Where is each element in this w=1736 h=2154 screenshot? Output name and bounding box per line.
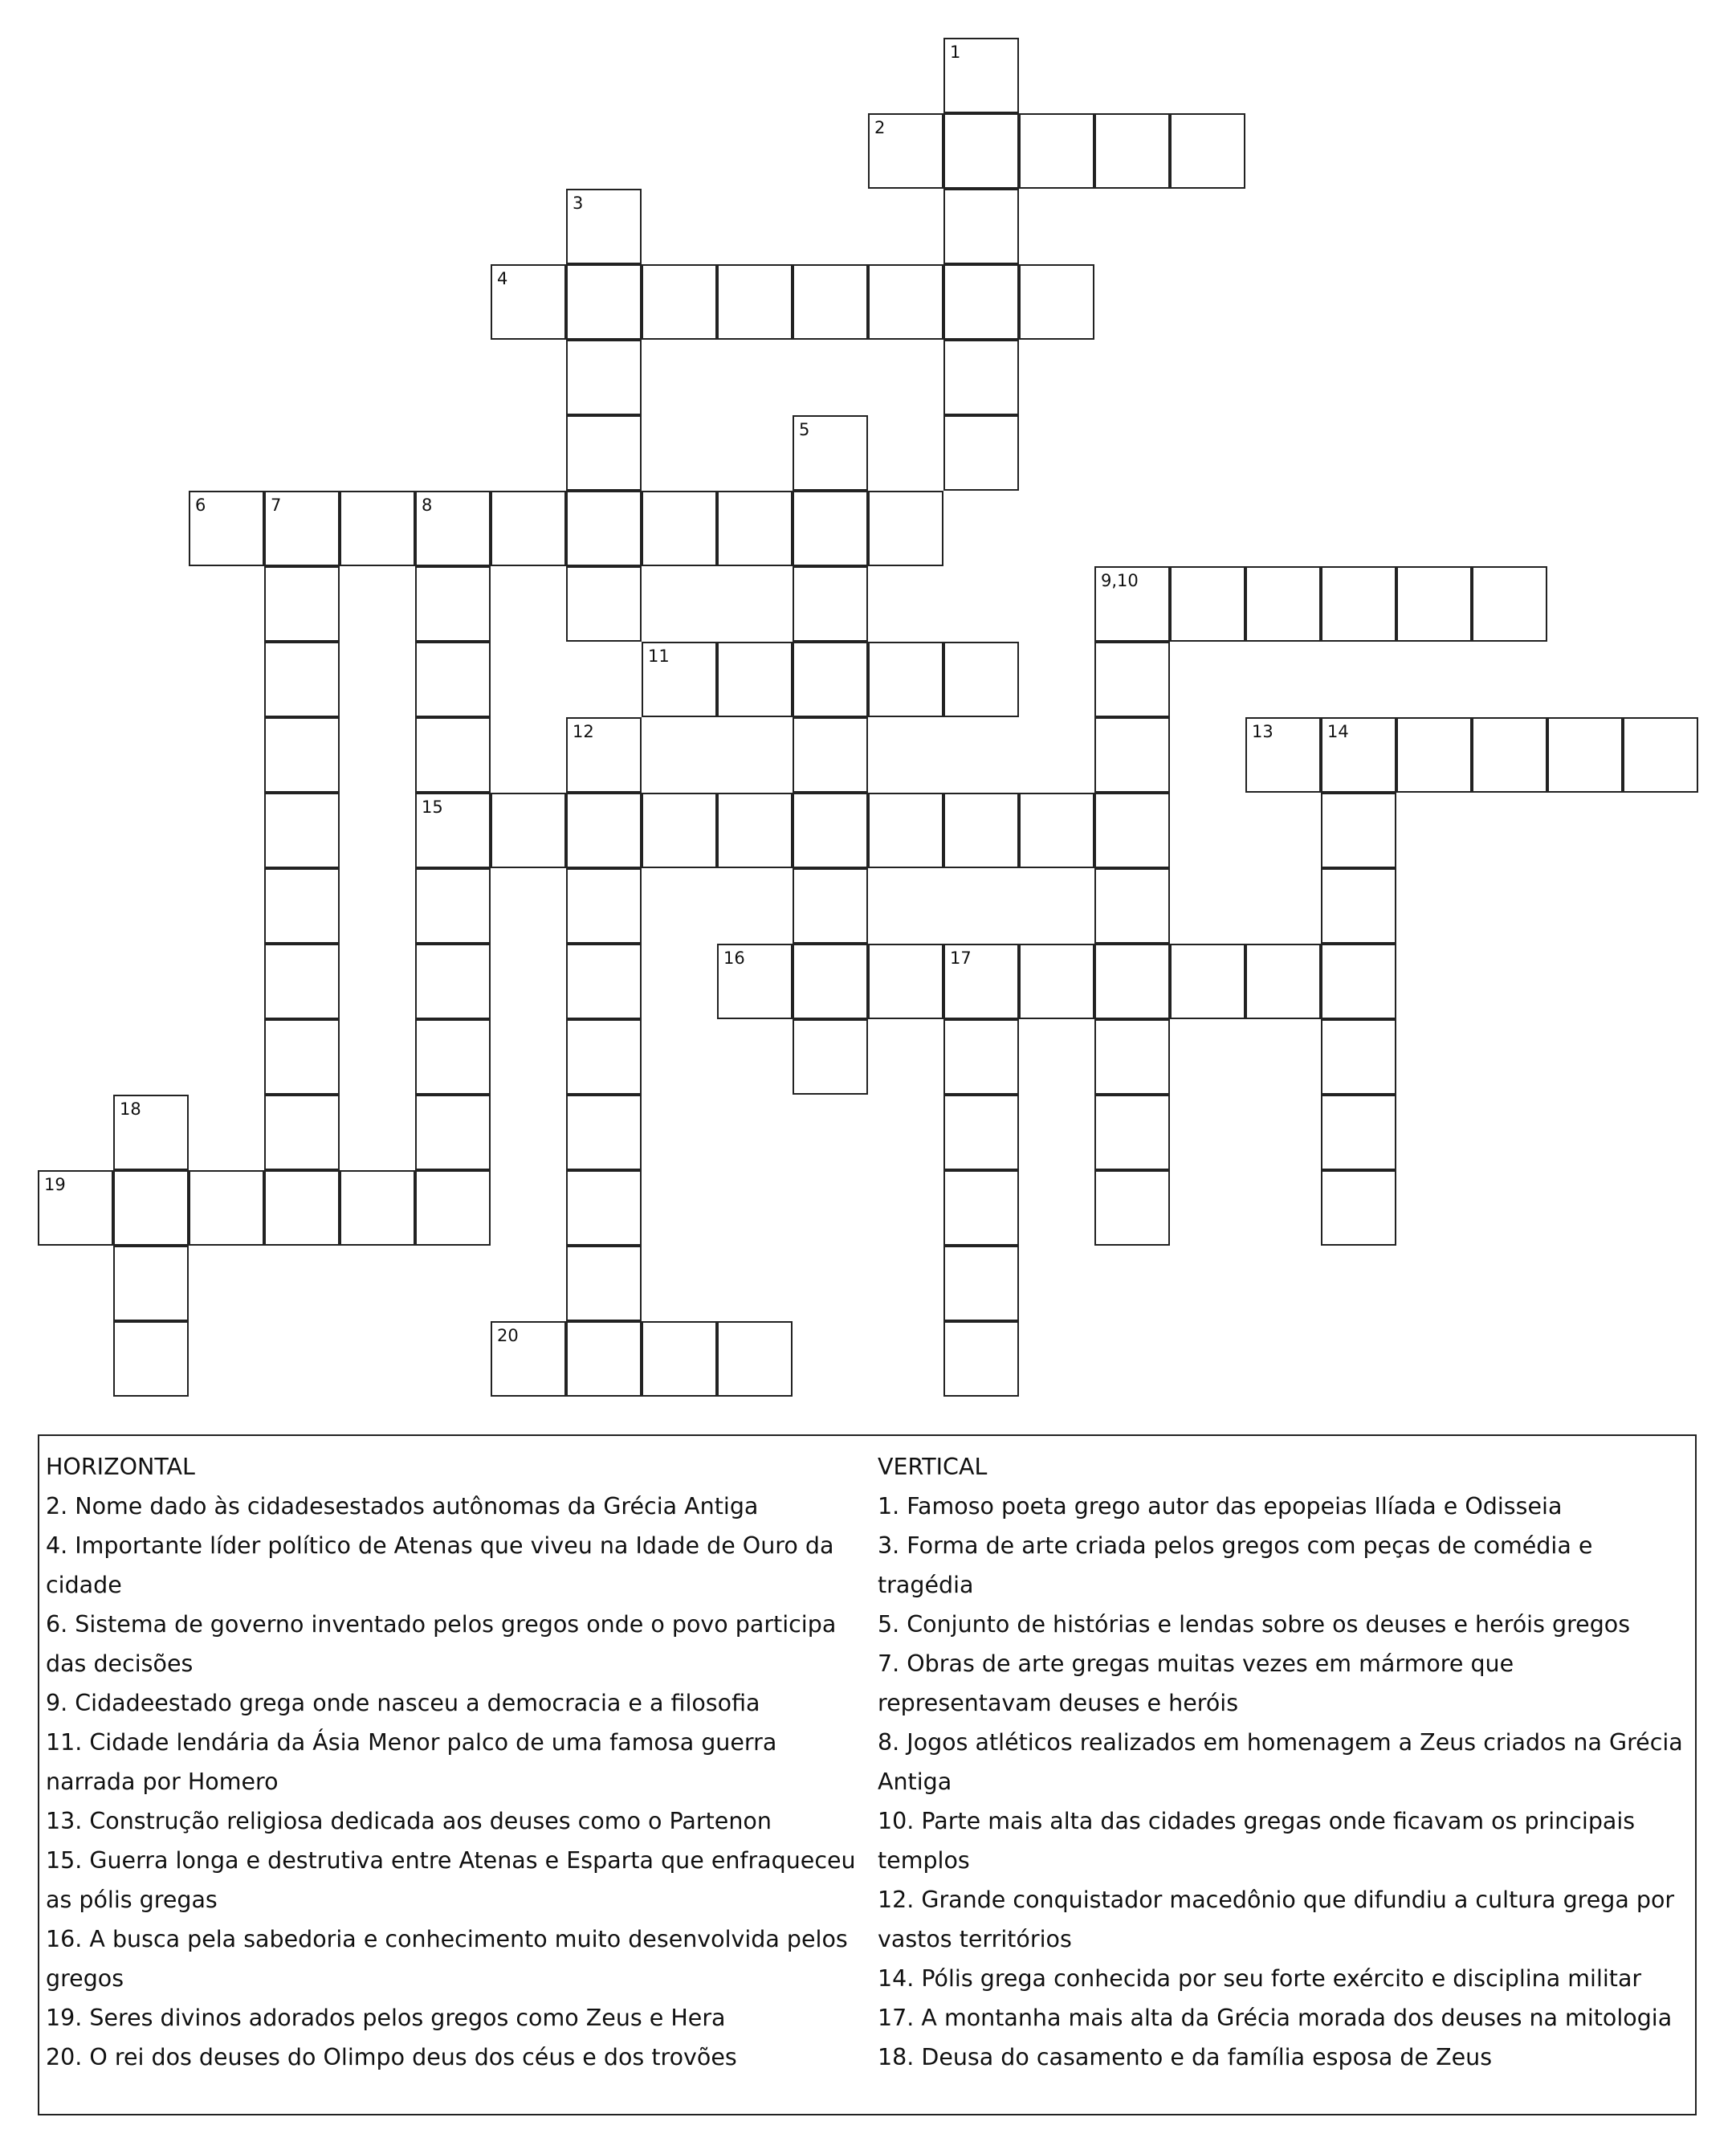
crossword-cell[interactable] bbox=[1170, 944, 1245, 1019]
crossword-cell[interactable] bbox=[1321, 1019, 1396, 1095]
clue-number: 14 bbox=[1327, 722, 1349, 741]
crossword-cell[interactable] bbox=[415, 1170, 491, 1246]
crossword-cell[interactable] bbox=[793, 642, 868, 717]
crossword-cell[interactable] bbox=[1396, 717, 1472, 793]
crossword-cell[interactable] bbox=[1019, 113, 1094, 189]
crossword-cell[interactable] bbox=[1094, 642, 1170, 717]
crossword-cell[interactable] bbox=[566, 1170, 642, 1246]
crossword-cell[interactable] bbox=[1321, 717, 1396, 793]
crossword-cell[interactable] bbox=[38, 1170, 113, 1246]
crossword-cell[interactable] bbox=[415, 717, 491, 793]
clue-number: 3 bbox=[573, 194, 584, 213]
clue-down: 12. Grande conquistador macedônio que difundiu a cultura grega por vastos territórios bbox=[878, 1887, 1675, 1952]
crossword-cell[interactable] bbox=[642, 793, 717, 868]
crossword-cell[interactable] bbox=[1094, 1095, 1170, 1170]
crossword-cell[interactable] bbox=[566, 1321, 642, 1397]
clue-number: 17 bbox=[950, 948, 972, 968]
crossword-cell[interactable] bbox=[566, 1246, 642, 1321]
crossword-cell[interactable] bbox=[943, 415, 1019, 491]
clue-across: 15. Guerra longa e destrutiva entre Atenas e Esparta que enfraqueceu as pólis gregas bbox=[46, 1847, 856, 1913]
crossword-cell[interactable] bbox=[793, 566, 868, 642]
clue-number: 1 bbox=[950, 43, 961, 62]
crossword-cell[interactable] bbox=[793, 944, 868, 1019]
horizontal-clues bbox=[46, 1447, 857, 2077]
clue-number: 16 bbox=[723, 948, 745, 968]
crossword-cell[interactable] bbox=[642, 1321, 717, 1397]
crossword-cell[interactable] bbox=[943, 340, 1019, 415]
crossword-cell[interactable] bbox=[264, 944, 340, 1019]
clue-number: 5 bbox=[799, 420, 810, 439]
crossword-cell[interactable] bbox=[793, 1019, 868, 1095]
crossword-cell[interactable] bbox=[868, 642, 943, 717]
crossword-cell[interactable] bbox=[1094, 717, 1170, 793]
crossword-cell[interactable] bbox=[415, 1019, 491, 1095]
clue-number: 15 bbox=[422, 798, 443, 817]
clue-down: 3. Forma de arte criada pelos gregos com peças de comédia e tragédia bbox=[878, 1532, 1593, 1598]
clue-down: 10. Parte mais alta das cidades gregas onde ficavam os principais templos bbox=[878, 1808, 1636, 1874]
crossword-cell[interactable] bbox=[491, 264, 566, 340]
crossword-cell[interactable] bbox=[566, 944, 642, 1019]
crossword-cell[interactable] bbox=[415, 642, 491, 717]
crossword-cell[interactable] bbox=[113, 1095, 189, 1170]
clue-number: 8 bbox=[422, 496, 433, 515]
crossword-cell[interactable] bbox=[1245, 566, 1321, 642]
crossword-cell[interactable] bbox=[415, 491, 491, 566]
crossword-cell[interactable] bbox=[1472, 566, 1547, 642]
crossword-cell[interactable] bbox=[113, 1170, 189, 1246]
crossword-cell[interactable] bbox=[1019, 944, 1094, 1019]
crossword-cell[interactable] bbox=[264, 1170, 340, 1246]
clue-number: 2 bbox=[874, 118, 886, 137]
crossword-cell[interactable] bbox=[1170, 566, 1245, 642]
clue-number: 20 bbox=[497, 1326, 519, 1345]
crossword-cell[interactable] bbox=[793, 491, 868, 566]
crossword-cell[interactable] bbox=[717, 944, 793, 1019]
crossword-cell[interactable] bbox=[415, 1095, 491, 1170]
crossword-cell[interactable] bbox=[340, 1170, 415, 1246]
crossword-cell[interactable] bbox=[264, 642, 340, 717]
crossword-cell[interactable] bbox=[1321, 1095, 1396, 1170]
crossword-cell[interactable] bbox=[491, 793, 566, 868]
clue-across: 4. Importante líder político de Atenas que viveu na Idade de Ouro da cidade bbox=[46, 1532, 834, 1598]
clue-number: 13 bbox=[1252, 722, 1273, 741]
clue-across: 19. Seres divinos adorados pelos gregos como Zeus e Hera bbox=[46, 2005, 726, 2031]
crossword-cell[interactable] bbox=[1170, 113, 1245, 189]
crossword-cell[interactable] bbox=[943, 1321, 1019, 1397]
crossword-cell[interactable] bbox=[1547, 717, 1623, 793]
crossword-cell[interactable] bbox=[943, 642, 1019, 717]
crossword-cell[interactable] bbox=[1094, 113, 1170, 189]
crossword-cell[interactable] bbox=[943, 1095, 1019, 1170]
clue-number: 4 bbox=[497, 269, 508, 288]
clue-number: 9,10 bbox=[1101, 571, 1139, 590]
crossword-cell[interactable] bbox=[189, 491, 264, 566]
crossword-cell[interactable] bbox=[566, 793, 642, 868]
clue-down: 5. Conjunto de histórias e lendas sobre os deuses e heróis gregos bbox=[878, 1611, 1631, 1638]
crossword-cell[interactable] bbox=[1094, 1019, 1170, 1095]
crossword-cell[interactable] bbox=[415, 944, 491, 1019]
crossword-cell[interactable] bbox=[793, 264, 868, 340]
crossword-cell[interactable] bbox=[793, 717, 868, 793]
crossword-cell[interactable] bbox=[1321, 944, 1396, 1019]
crossword-cell[interactable] bbox=[264, 717, 340, 793]
crossword-cell[interactable] bbox=[566, 491, 642, 566]
crossword-cell[interactable] bbox=[264, 566, 340, 642]
crossword-cell[interactable] bbox=[642, 642, 717, 717]
clue-down: 8. Jogos atléticos realizados em homenagem a Zeus criados na Grécia Antiga bbox=[878, 1729, 1683, 1795]
crossword-cell[interactable] bbox=[717, 264, 793, 340]
clue-down: 7. Obras de arte gregas muitas vezes em mármore que representavam deuses e heróis bbox=[878, 1650, 1514, 1716]
crossword-cell[interactable] bbox=[1472, 717, 1547, 793]
crossword-cell[interactable] bbox=[943, 38, 1019, 113]
crossword-cell[interactable] bbox=[1321, 793, 1396, 868]
vertical-clues bbox=[878, 1447, 1689, 2077]
crossword-cell[interactable] bbox=[868, 793, 943, 868]
clue-across: 6. Sistema de governo inventado pelos gregos onde o povo participa das decisões bbox=[46, 1611, 837, 1677]
crossword-cell[interactable] bbox=[1245, 944, 1321, 1019]
crossword-cell[interactable] bbox=[566, 415, 642, 491]
crossword-cell[interactable] bbox=[264, 793, 340, 868]
clue-number: 7 bbox=[271, 496, 282, 515]
crossword-cell[interactable] bbox=[566, 340, 642, 415]
crossword-cell[interactable] bbox=[717, 642, 793, 717]
clue-number: 12 bbox=[573, 722, 594, 741]
crossword-cell[interactable] bbox=[566, 717, 642, 793]
crossword-cell[interactable] bbox=[793, 793, 868, 868]
crossword-cell[interactable] bbox=[566, 1019, 642, 1095]
clue-down: 18. Deusa do casamento e da família esposa de Zeus bbox=[878, 2044, 1493, 2070]
clue-down: 17. A montanha mais alta da Grécia morada dos deuses na mitologia bbox=[878, 2005, 1673, 2031]
crossword-cell[interactable] bbox=[868, 944, 943, 1019]
clue-across: 2. Nome dado às cidadesestados autônomas da Grécia Antiga bbox=[46, 1493, 759, 1520]
clue-down: 14. Pólis grega conhecida por seu forte exército e disciplina militar bbox=[878, 1965, 1642, 1992]
clue-number: 6 bbox=[195, 496, 206, 515]
crossword-cell[interactable] bbox=[415, 566, 491, 642]
clue-across: 16. A busca pela sabedoria e conhecimento muito desenvolvida pelos gregos bbox=[46, 1926, 848, 1992]
crossword-cell[interactable] bbox=[415, 793, 491, 868]
crossword-cell[interactable] bbox=[1396, 566, 1472, 642]
crossword-cell[interactable] bbox=[566, 566, 642, 642]
crossword-cell[interactable] bbox=[642, 264, 717, 340]
crossword-cell[interactable] bbox=[1245, 717, 1321, 793]
crossword-cell[interactable] bbox=[793, 868, 868, 944]
crossword-cell[interactable] bbox=[1094, 944, 1170, 1019]
crossword-cell[interactable] bbox=[868, 491, 943, 566]
clue-across: 11. Cidade lendária da Ásia Menor palco de uma famosa guerra narrada por Homero bbox=[46, 1729, 777, 1795]
crossword-cell[interactable] bbox=[943, 1170, 1019, 1246]
crossword-cell[interactable] bbox=[264, 1095, 340, 1170]
crossword-cell[interactable] bbox=[943, 189, 1019, 264]
crossword-cell[interactable] bbox=[717, 491, 793, 566]
crossword-cell[interactable] bbox=[1321, 868, 1396, 944]
crossword-cell[interactable] bbox=[943, 113, 1019, 189]
clue-across: 20. O rei dos deuses do Olimpo deus dos céus e dos trovões bbox=[46, 2044, 737, 2070]
crossword-cell[interactable] bbox=[264, 491, 340, 566]
horizontal-heading: HORIZONTAL bbox=[46, 1454, 195, 1480]
crossword-cell[interactable] bbox=[1321, 566, 1396, 642]
crossword-cell[interactable] bbox=[943, 264, 1019, 340]
crossword-cell[interactable] bbox=[943, 793, 1019, 868]
crossword-cell[interactable] bbox=[1094, 793, 1170, 868]
crossword-cell[interactable] bbox=[566, 1095, 642, 1170]
crossword-cell[interactable] bbox=[189, 1170, 264, 1246]
crossword-cell[interactable] bbox=[943, 1246, 1019, 1321]
crossword-cell[interactable] bbox=[566, 868, 642, 944]
crossword-cell[interactable] bbox=[566, 189, 642, 264]
crossword-cell[interactable] bbox=[943, 944, 1019, 1019]
crossword-cell[interactable] bbox=[943, 1019, 1019, 1095]
crossword-cell[interactable] bbox=[717, 793, 793, 868]
crossword-cell[interactable] bbox=[868, 113, 943, 189]
crossword-cell[interactable] bbox=[113, 1321, 189, 1397]
crossword-cell[interactable] bbox=[1094, 566, 1170, 642]
crossword-cell[interactable] bbox=[1623, 717, 1698, 793]
crossword-cell[interactable] bbox=[1019, 793, 1094, 868]
crossword-cell[interactable] bbox=[868, 264, 943, 340]
crossword-cell[interactable] bbox=[491, 491, 566, 566]
crossword-cell[interactable] bbox=[340, 491, 415, 566]
clue-down: 1. Famoso poeta grego autor das epopeias Ilíada e Odisseia bbox=[878, 1493, 1563, 1520]
clue-number: 11 bbox=[648, 647, 670, 666]
crossword-cell[interactable] bbox=[1094, 1170, 1170, 1246]
crossword-cell[interactable] bbox=[264, 868, 340, 944]
crossword-cell[interactable] bbox=[415, 868, 491, 944]
vertical-heading: VERTICAL bbox=[878, 1454, 988, 1480]
crossword-cell[interactable] bbox=[642, 491, 717, 566]
crossword-cell[interactable] bbox=[1321, 1170, 1396, 1246]
crossword-cell[interactable] bbox=[717, 1321, 793, 1397]
clues-box bbox=[38, 1434, 1697, 2115]
crossword-cell[interactable] bbox=[1094, 868, 1170, 944]
clue-across: 9. Cidadeestado grega onde nasceu a democracia e a filosofia bbox=[46, 1690, 760, 1716]
clue-across: 13. Construção religiosa dedicada aos deuses como o Partenon bbox=[46, 1808, 772, 1834]
crossword-cell[interactable] bbox=[1019, 264, 1094, 340]
clue-number: 18 bbox=[120, 1099, 141, 1119]
crossword-cell[interactable] bbox=[113, 1246, 189, 1321]
crossword-cell[interactable] bbox=[491, 1321, 566, 1397]
crossword-cell[interactable] bbox=[566, 264, 642, 340]
crossword-cell[interactable] bbox=[793, 415, 868, 491]
crossword-cell[interactable] bbox=[264, 1019, 340, 1095]
clue-number: 19 bbox=[44, 1175, 66, 1194]
